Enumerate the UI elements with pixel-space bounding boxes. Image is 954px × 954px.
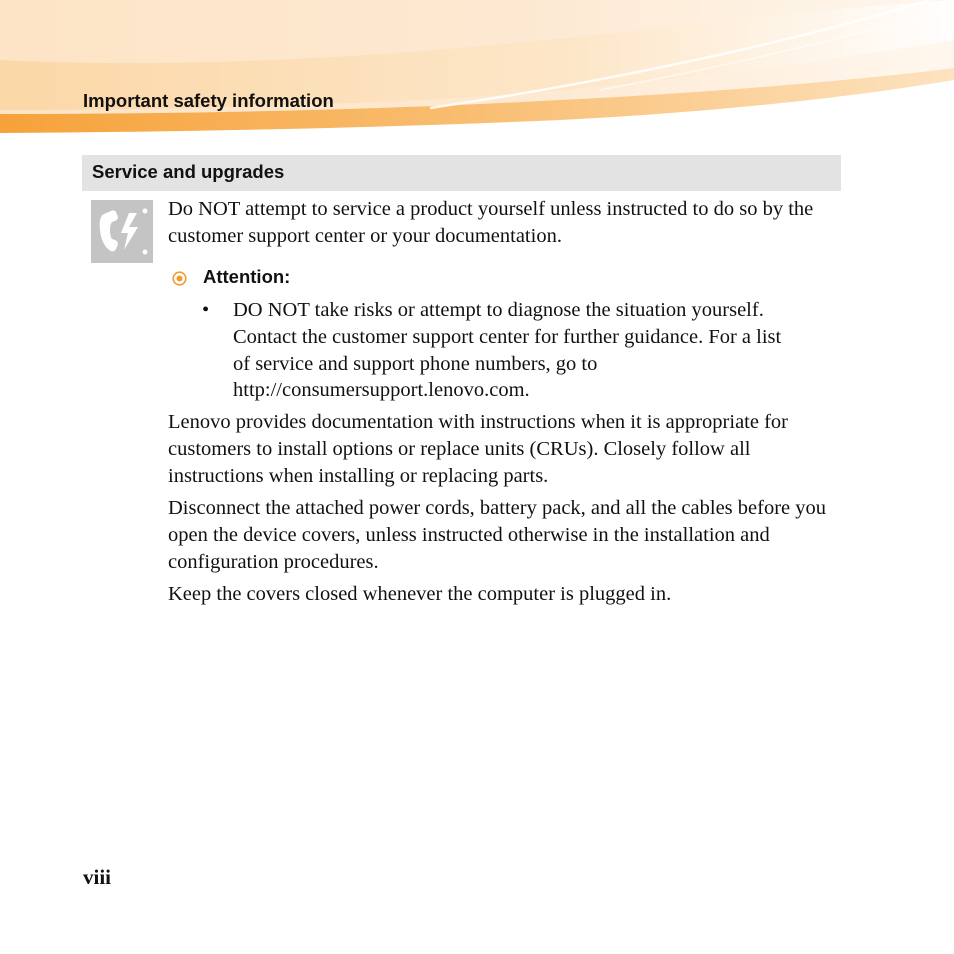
attention-bullet-list [200,297,800,404]
section-title: Service and upgrades [92,161,285,182]
paragraph-disconnect: Disconnect the attached power cords, battery pack, and all the cables before you open the device covers, unless instructed otherwise in the installation and configuration procedures. [168,497,827,573]
attention-circle-icon [172,271,187,286]
bullet-icon: • [202,299,210,321]
section-heading-bar [82,155,841,191]
bullet-text: DO NOT take risks or attempt to diagnose the situation yourself. Contact the customer support center for further guidance. For a list of service and support phone numbers, go to http://consumersupport.lenovo.com. [233,299,782,402]
intro-paragraph: Do NOT attempt to service a product yourself unless instructed to do so by the customer support center or your documentation. [168,198,814,247]
paragraph-documentation: Lenovo provides documentation with instructions when it is appropriate for customers to install options or replace units (CRUs). Closely follow all instructions when installing or replacing parts. [168,411,788,487]
list-item [200,297,800,404]
page-number: viii [83,865,112,889]
attention-label: Attention: [203,266,291,287]
running-head: Important safety information [83,90,334,111]
paragraph-covers: Keep the covers closed whenever the computer is plugged in. [168,583,672,605]
header-swoosh-decoration [0,0,954,140]
telephone-support-icon [91,200,153,263]
